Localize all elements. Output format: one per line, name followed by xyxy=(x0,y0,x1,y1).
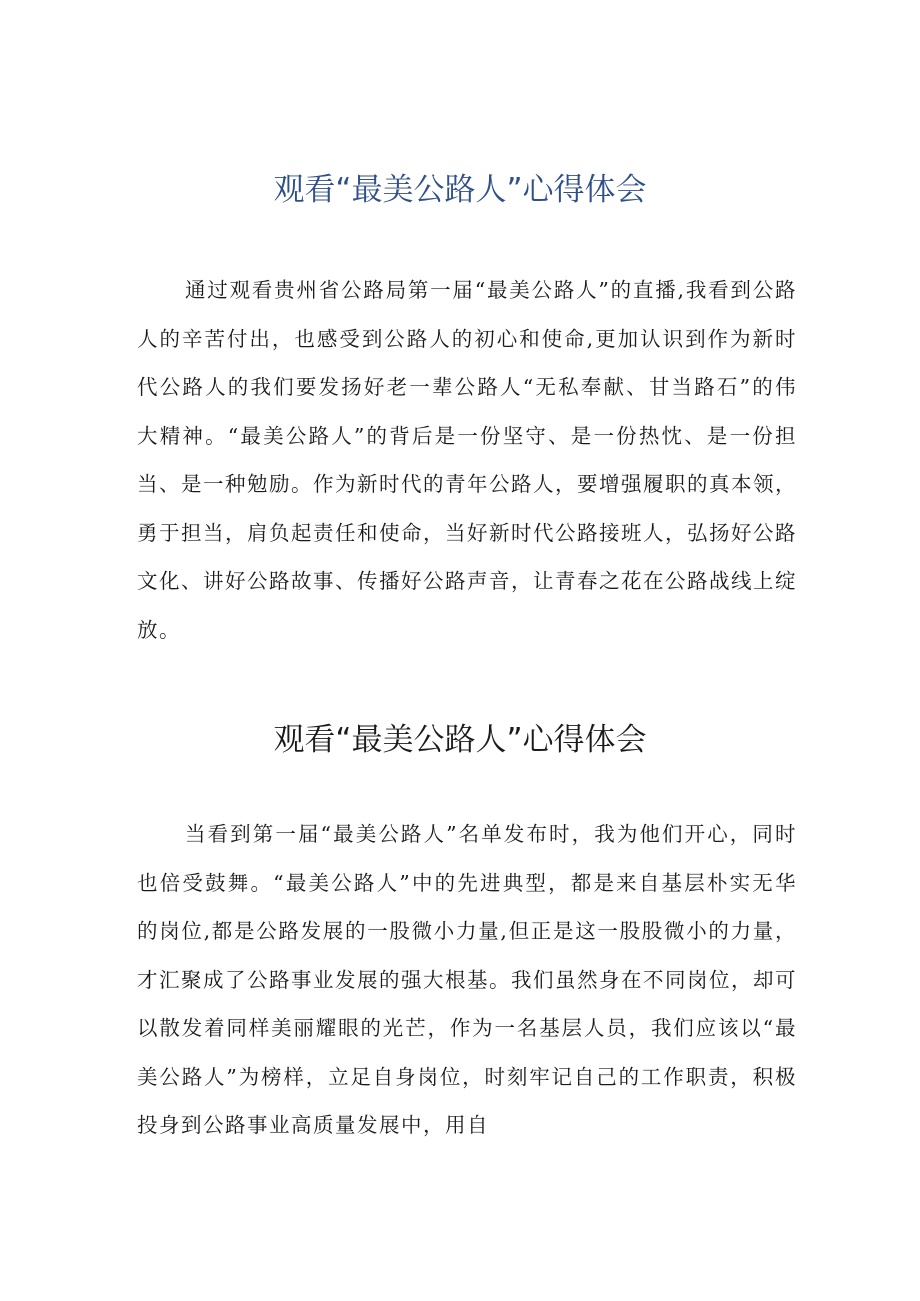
section-title-1: 观看“最美公路人”心得体会 xyxy=(273,172,647,208)
section-paragraph-1: 通过观看贵州省公路局第一届“最美公路人”的直播,我看到公路人的辛苦付出，也感受到公路人的初心和使命,更加认识到作为新时代公路人的我们要发扬好老一辈公路人“无私奉献、甘当路石”的伟大精神。“最美公路人”的背后是一份坚守、是一份热忱、是一份担当、是一种勉励。作为新时代的青年公路人，要增强履职的真本领，勇于担当，肩负起责任和使命，当好新时代公路接班人，弘扬好公路文化、讲好公路故事、传播好公路声音，让青春之花在公路战线上绽放。 xyxy=(137,278,797,642)
section-paragraph-2: 当看到第一届“最美公路人”名单发布时，我为他们开心，同时也倍受鼓舞。“最美公路人”中的先进典型，都是来自基层朴实无华的岗位,都是公路发展的一股微小力量,但正是这一股股微小的力量，才汇聚成了公路事业发展的强大根基。我们虽然身在不同岗位，却可以散发着同样美丽耀眼的光芒，作为一名基层人员，我们应该以“最美公路人”为榜样，立足自身岗位，时刻牢记自己的工作职责，积极投身到公路事业高质量发展中，用自 xyxy=(137,822,797,1137)
section-title-2: 观看“最美公路人”心得体会 xyxy=(273,722,647,758)
